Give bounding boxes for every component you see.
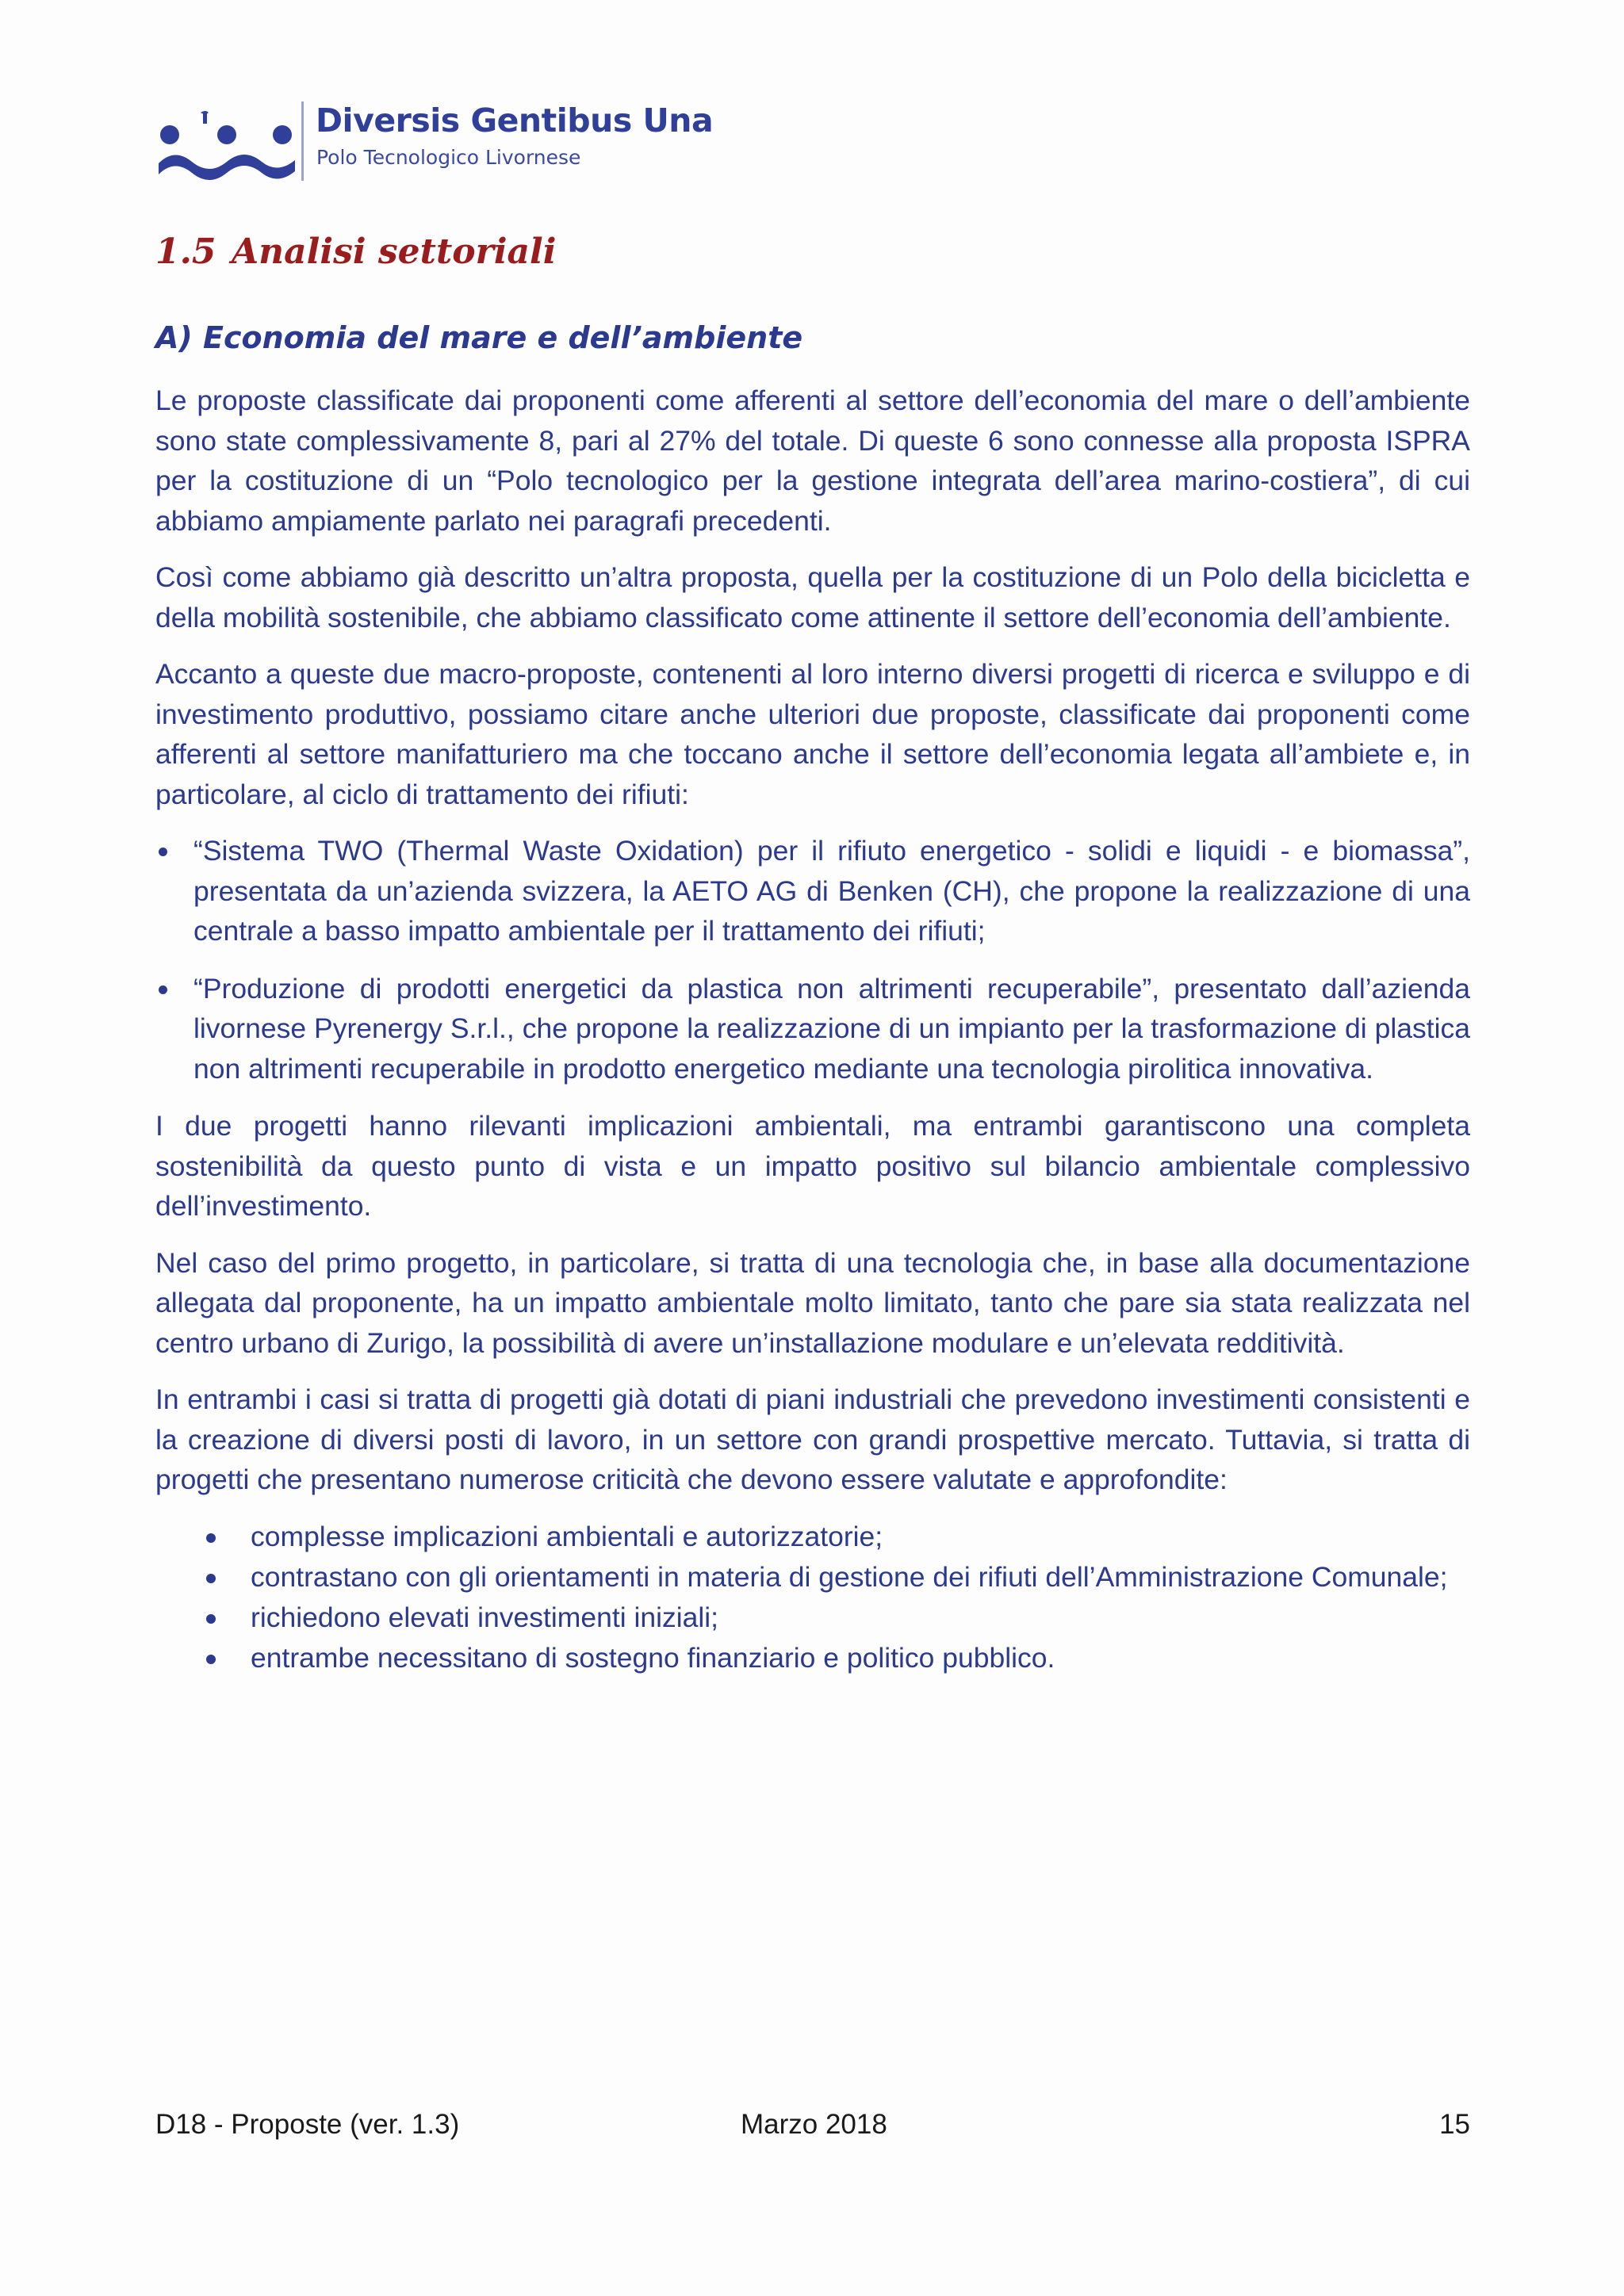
list-item: richiedono elevati investimenti iniziali;	[155, 1598, 1470, 1638]
criticalities-list	[155, 1517, 1470, 1678]
paragraph: Le proposte classificate dai proponenti come afferenti al settore dell’economia del mare o dell’ambiente sono state complessivamente 8, pari al 27% del totale. Di queste 6 sono connesse alla proposta ISPRA per la costituzione di un “Polo tecnologico per la gestione integrata dell’area marino-costiera”, di cui abbiamo ampiamente parlato nei paragrafi precedenti.	[155, 385, 1470, 537]
list-item: contrastano con gli orientamenti in materia di gestione dei rifiuti dell’Amministrazione Comunale;	[155, 1557, 1470, 1598]
list-item: complesse implicazioni ambientali e autorizzatorie;	[155, 1517, 1470, 1557]
header-logo	[157, 98, 714, 186]
projects-list	[155, 831, 1470, 1089]
paragraph: I due progetti hanno rilevanti implicazioni ambientali, ma entrambi garantiscono una completa sostenibilità da questo punto di vista e un impatto positivo sul bilancio ambientale complessivo dell’investimento.	[155, 1110, 1470, 1222]
paragraph: Accanto a queste due macro-proposte, contenenti al loro interno diversi progetti di ricerca e sviluppo e di investimento produttivo, possiamo citare anche ulteriori due proposte, classificate dai proponenti come afferenti al settore manifatturiero ma che toccano anche il settore dell’economia legata all’ambiete e, in particolare, al ciclo di trattamento dei rifiuti:	[155, 658, 1470, 810]
paragraph: Nel caso del primo progetto, in particolare, si tratta di una tecnologia che, in base alla documentazione allegata dal proponente, ha un impatto ambientale molto limitato, tanto che pare sia stata realizzata nel centro urbano di Zurigo, la possibilità di avere un’installazione modulare e un’elevata redditività.	[155, 1246, 1470, 1359]
section-heading	[155, 232, 556, 272]
page-number: 15	[1439, 2109, 1470, 2140]
waves-logo-icon	[157, 101, 297, 181]
logo-name: Diversis Gentibus Una	[316, 101, 714, 140]
subsection-title: A) Economia del mare e dell’ambiente	[155, 320, 803, 355]
list-item: “Sistema TWO (Thermal Waste Oxidation) per il rifiuto energetico - solidi e liquidi - e biomassa”, presentata da un’azienda svizzera, la AETO AG di Benken (CH), che propone la realizzazione di una centrale a basso impatto ambientale per il trattamento dei rifiuti;	[155, 831, 1470, 951]
page-footer	[155, 2109, 1470, 2149]
logo-subtitle: Polo Tecnologico Livornese	[316, 146, 581, 169]
paragraph: Così come abbiamo già descritto un’altra proposta, quella per la costituzione di un Polo della bicicletta e della mobilità sostenibile, che abbiamo classificato come attinente il settore dell’economia dell’ambiente.	[155, 561, 1470, 633]
section-title: Analisi settoriali	[232, 232, 557, 272]
list-item: “Produzione di prodotti energetici da plastica non altrimenti recuperabile”, presentato dall’azienda livornese Pyrenergy S.r.l., che propone la realizzazione di un impianto per la trasformazione di plastica non altrimenti recuperabile in prodotto energetico mediante una tecnologia pirolitica innovativa.	[155, 969, 1470, 1089]
list-item: entrambe necessitano di sostegno finanziario e politico pubblico.	[155, 1638, 1470, 1678]
logo-divider	[301, 101, 304, 181]
section-number: 1.5	[155, 232, 216, 272]
body-content	[155, 381, 1470, 1678]
footer-doc-ref: D18 - Proposte (ver. 1.3)	[155, 2109, 460, 2140]
footer-date: Marzo 2018	[741, 2109, 887, 2140]
paragraph: In entrambi i casi si tratta di progetti già dotati di piani industriali che prevedono investimenti consistenti e la creazione di diversi posti di lavoro, in un settore con grandi prospettive mercato. Tuttavia, si tratta di progetti che presentano numerose criticità che devono essere valutate e approfondite:	[155, 1383, 1470, 1495]
